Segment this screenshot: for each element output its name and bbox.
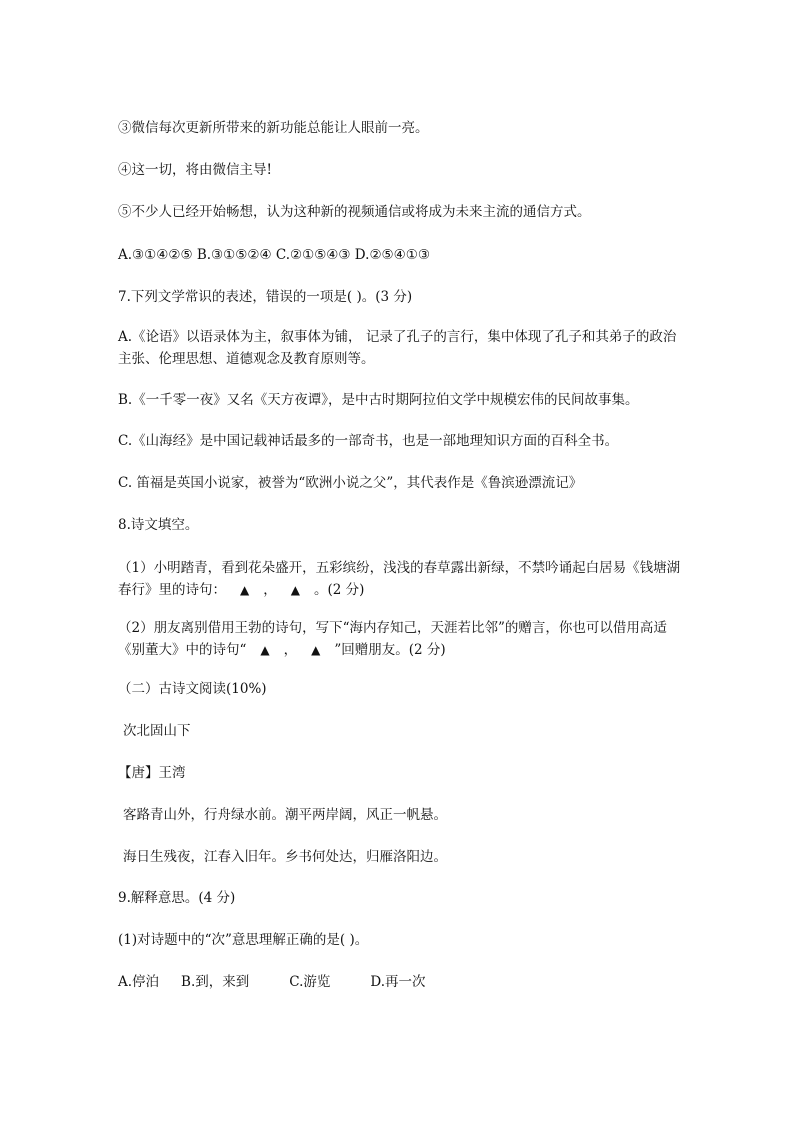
poem-title: 次北固山下 xyxy=(123,723,191,739)
q7-option-a: A.《论语》以语录体为主，叙事体为铺， 记录了孔子的言行，集中体现了孔子和其弟子的政治主张、伦理思想、道德观念及教育原则等。 xyxy=(118,329,677,367)
poem-author: 【唐】王湾 xyxy=(118,765,186,781)
poem-line-2: 海日生残夜，江春入旧年。乡书何处达，归雁洛阳边。 xyxy=(123,849,447,865)
q8-stem: 8.诗文填空。 xyxy=(118,517,199,533)
sentence-3: ③微信每次更新所带来的新功能总能让人眼前一亮。 xyxy=(118,120,429,136)
option-a: A.停泊 xyxy=(118,974,160,990)
q7-option-d: C. 笛福是英国小说家，被誉为“欧洲小说之父”，其代表作是《鲁滨逊漂流记》 xyxy=(118,475,583,491)
sentence-4: ④这一切，将由微信主导! xyxy=(118,162,272,178)
q9-1-stem: (1)对诗题中的“次”意思理解正确的是( )。 xyxy=(118,932,369,948)
q7-option-b: B.《一千零一夜》又名《天方夜谭》，是中古时期阿拉伯文学中规模宏伟的民间故事集。 xyxy=(118,392,639,408)
q8-2-text: （2）朋友离别借用王勃的诗句，写下“海内存知己，天涯若比邻”的赠言，你也可以借用高适《别董大》中的诗句“ xyxy=(118,620,667,658)
blank-marker: ▲ xyxy=(240,583,250,597)
blank-marker: ▲ xyxy=(290,583,300,597)
sentence-5: ⑤不少人已经开始畅想，认为这种新的视频通信或将成为未来主流的通信方式。 xyxy=(118,204,591,220)
q8-1-text: （1）小明踏青，看到花朵盛开，五彩缤纷，浅浅的春草露出新绿，不禁吟诵起白居易《钱塘湖春行》里的诗句： xyxy=(118,560,681,598)
blank-marker: ▲ xyxy=(311,643,321,657)
q6-options: A.③①④②⑤ B.③①⑤②④ C.②①⑤④③ D.②⑤④①③ xyxy=(118,247,430,263)
poem-line-1: 客路青山外，行舟绿水前。潮平两岸阔，风正一帆悬。 xyxy=(123,807,447,823)
comma: ， xyxy=(283,642,298,658)
option-d: D.再一次 xyxy=(370,974,426,990)
option-b: B.到，来到 xyxy=(181,974,250,990)
comma: ， xyxy=(263,582,277,598)
q7-stem: 7.下列文学常识的表述，错误的一项是( )。(3 分) xyxy=(118,289,413,305)
section-heading: （二）古诗文阅读(10%) xyxy=(118,681,267,697)
q8-1-end: 。(2 分) xyxy=(313,582,365,598)
option-c: C.游览 xyxy=(289,974,331,990)
q9-1-options xyxy=(118,972,688,993)
blank-marker: ▲ xyxy=(260,643,270,657)
q9-stem: 9.解释意思。(4 分) xyxy=(118,890,236,906)
q7-option-c: C.《山海经》是中国记载神话最多的一部奇书，也是一部地理知识方面的百科全书。 xyxy=(118,433,619,449)
q8-part-2 xyxy=(118,617,688,661)
q8-2-end: ”回赠朋友。(2 分) xyxy=(334,642,446,658)
q8-part-1 xyxy=(118,557,688,601)
